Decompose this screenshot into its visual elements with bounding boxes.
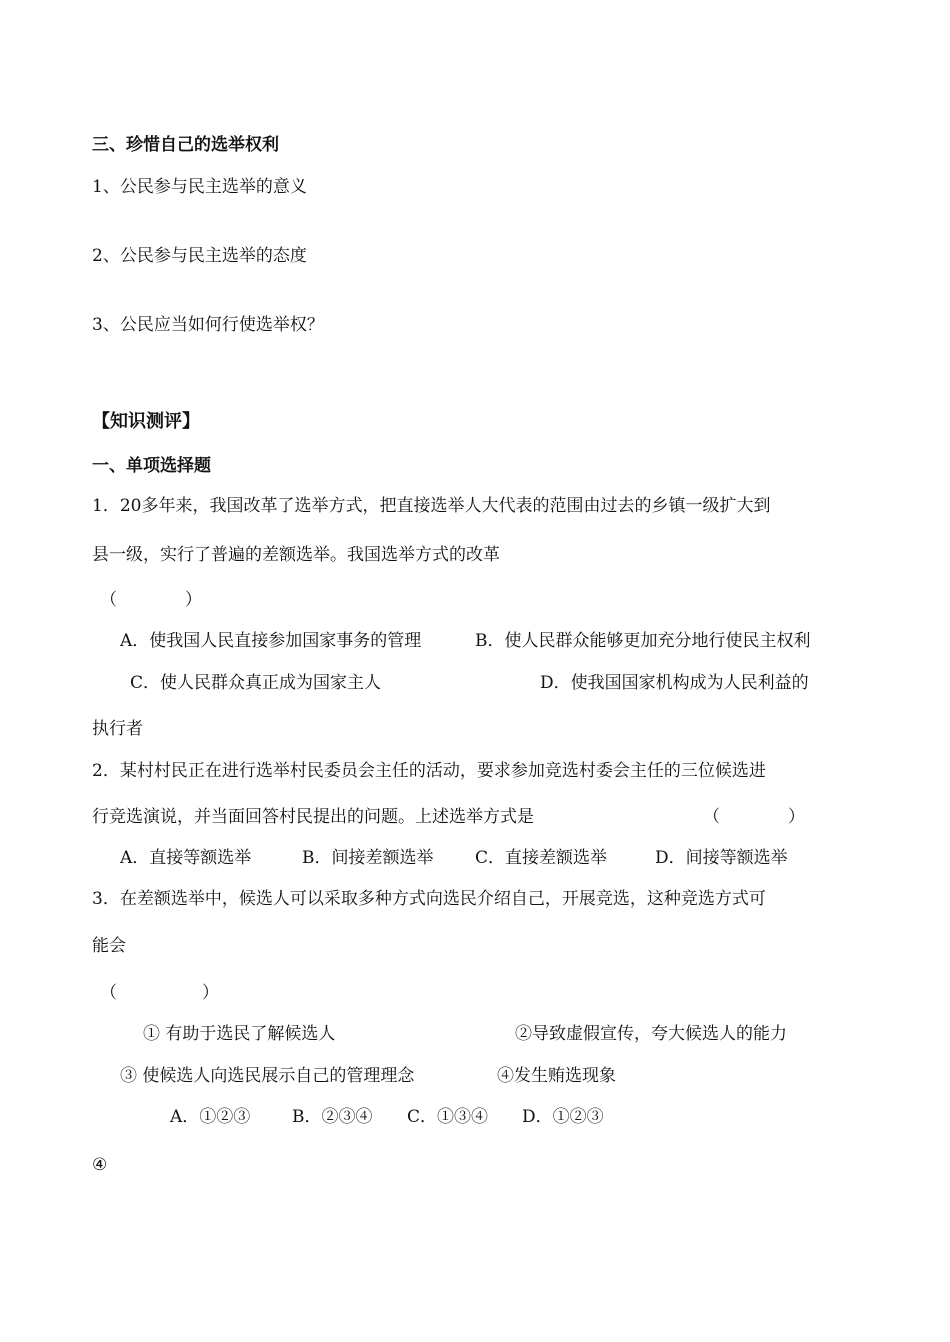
assessment-subtitle: 一、单项选择题 — [92, 456, 211, 476]
q1-option-d-continued: 执行者 — [92, 719, 143, 739]
q3-stem-line2: 能会 — [92, 936, 126, 956]
q3-option-a: A．①②③ — [170, 1107, 251, 1127]
q3-statement-1: ① 有助于选民了解候选人 — [143, 1024, 336, 1044]
q2-answer-blank: （ ） — [703, 807, 805, 827]
q2-option-c: C．直接差额选举 — [475, 848, 608, 868]
section-item-1: 1、公民参与民主选举的意义 — [92, 177, 307, 197]
q1-option-d: D．使我国国家机构成为人民利益的 — [540, 673, 809, 693]
q2-stem-line2: 行竞选演说，并当面回答村民提出的问题。上述选举方式是 — [92, 807, 534, 827]
q3-statement-4: ④发生贿选现象 — [497, 1066, 616, 1086]
q3-option-c: C．①③④ — [407, 1107, 489, 1127]
q3-option-d-continued: ④ — [92, 1155, 108, 1175]
q3-option-d: D．①②③ — [522, 1107, 604, 1127]
q1-answer-blank: （ ） — [100, 590, 202, 610]
q1-option-c: C．使人民群众真正成为国家主人 — [130, 673, 382, 693]
section-heading: 三、珍惜自己的选举权利 — [92, 135, 279, 155]
q2-option-d: D．间接等额选举 — [655, 848, 788, 868]
q2-stem-line1: 2．某村村民正在进行选举村民委员会主任的活动，要求参加竞选村委会主任的三位候选进 — [92, 761, 766, 781]
section-item-2: 2、公民参与民主选举的态度 — [92, 246, 307, 266]
q3-answer-blank: （ ） — [100, 983, 219, 1003]
section-item-3: 3、公民应当如何行使选举权？ — [92, 315, 324, 335]
q1-option-b: B．使人民群众能够更加充分地行使民主权利 — [475, 631, 811, 651]
q2-option-b: B．间接差额选举 — [302, 848, 434, 868]
q1-option-a: A．使我国人民直接参加国家事务的管理 — [120, 631, 422, 651]
q3-option-b: B．②③④ — [292, 1107, 373, 1127]
q3-statement-3: ③ 使候选人向选民展示自己的管理理念 — [120, 1066, 415, 1086]
assessment-title: 【知识测评】 — [92, 411, 200, 432]
q2-option-a: A．直接等额选举 — [120, 848, 252, 868]
q1-stem-line2: 县一级，实行了普遍的差额选举。我国选举方式的改革 — [92, 545, 500, 565]
q3-stem-line1: 3．在差额选举中，候选人可以采取多种方式向选民介绍自己，开展竞选，这种竞选方式可 — [92, 889, 766, 909]
q1-stem-line1: 1．20多年来，我国改革了选举方式，把直接选举人大代表的范围由过去的乡镇一级扩大到 — [92, 496, 771, 516]
q3-statement-2: ②导致虚假宣传，夸大候选人的能力 — [515, 1024, 787, 1044]
